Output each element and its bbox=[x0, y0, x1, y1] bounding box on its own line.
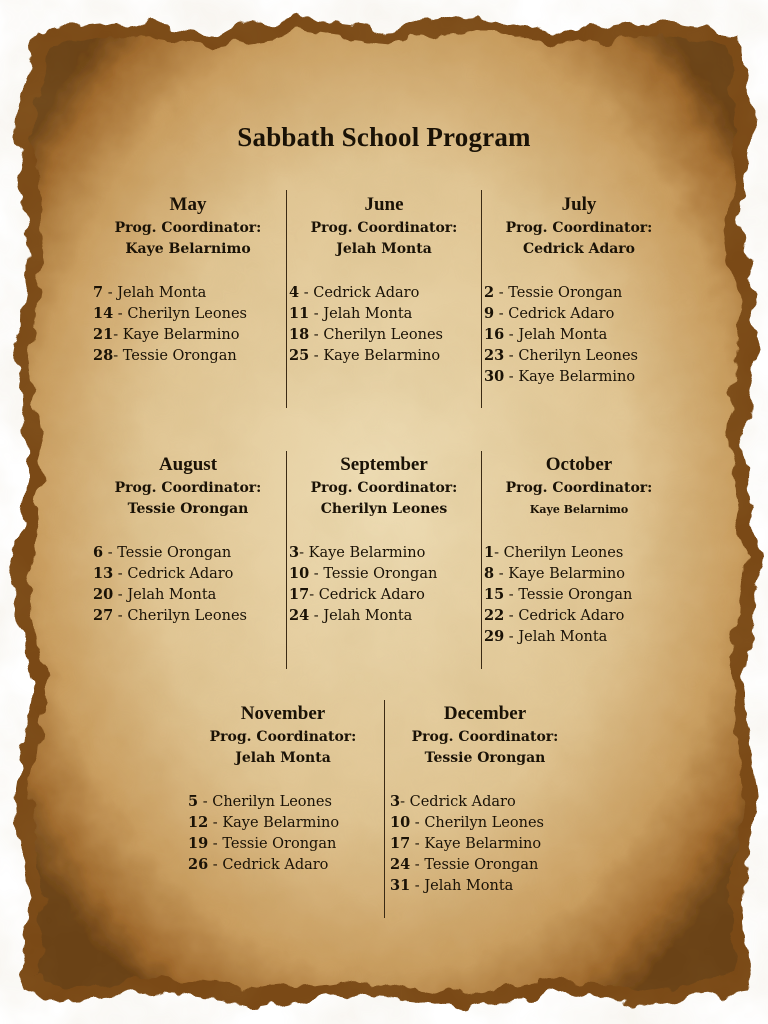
entry-day: 3 bbox=[289, 544, 300, 561]
coordinator-label: Prog. Coordinator: bbox=[310, 220, 458, 236]
entry-day: 1 bbox=[484, 544, 495, 561]
schedule-entry bbox=[188, 812, 378, 833]
entry-separator: - bbox=[309, 348, 324, 364]
schedule-entry bbox=[93, 303, 283, 324]
entry-day: 11 bbox=[289, 305, 310, 322]
entry-separator: - bbox=[504, 369, 519, 385]
coordinator-label: Prog. Coordinator: bbox=[114, 220, 262, 236]
schedule-entry bbox=[93, 282, 283, 303]
entry-day: 28 bbox=[93, 347, 114, 364]
schedule-entry bbox=[390, 812, 580, 833]
entry-day: 21 bbox=[93, 326, 114, 343]
entry-name: Cherilyn Leones bbox=[127, 306, 247, 322]
schedule-entry bbox=[484, 345, 674, 366]
schedule-entry bbox=[289, 542, 479, 563]
schedule-entry bbox=[289, 605, 479, 626]
entry-separator: - bbox=[208, 857, 223, 873]
entry-day: 22 bbox=[484, 607, 505, 624]
schedule-list bbox=[484, 542, 674, 647]
entry-day: 14 bbox=[93, 305, 114, 322]
entry-separator: - bbox=[410, 878, 425, 894]
entry-day: 29 bbox=[484, 628, 505, 645]
entry-separator: - bbox=[494, 306, 509, 322]
entry-name: Tessie Orongan bbox=[518, 587, 633, 603]
schedule-entry bbox=[188, 791, 378, 812]
entry-separator: - bbox=[410, 857, 425, 873]
entry-day: 17 bbox=[390, 835, 411, 852]
month-title: June bbox=[364, 194, 404, 215]
entry-name: Kaye Belarmino bbox=[323, 348, 441, 364]
entry-day: 18 bbox=[289, 326, 310, 343]
coordinator-name: Tessie Orongan bbox=[127, 501, 249, 517]
schedule-entry bbox=[484, 584, 674, 605]
entry-separator: - bbox=[309, 306, 324, 322]
entry-separator: - bbox=[113, 608, 128, 624]
entry-separator: - bbox=[309, 327, 324, 343]
month-block-september bbox=[289, 452, 479, 626]
schedule-entry bbox=[484, 366, 674, 387]
schedule-entry bbox=[93, 584, 283, 605]
month-title: September bbox=[340, 454, 428, 475]
schedule-list bbox=[93, 282, 283, 366]
entry-name: Cherilyn Leones bbox=[518, 348, 638, 364]
entry-name: Cedrick Adaro bbox=[127, 566, 234, 582]
entry-name: Jelah Monta bbox=[518, 327, 608, 343]
month-title: May bbox=[169, 194, 207, 215]
entry-separator: - bbox=[208, 815, 223, 831]
month-title: December bbox=[443, 703, 527, 724]
entry-separator: - bbox=[504, 608, 519, 624]
entry-separator: - bbox=[410, 836, 425, 852]
entry-separator: - bbox=[113, 306, 128, 322]
schedule-entry bbox=[390, 833, 580, 854]
entry-name: Jelah Monta bbox=[518, 629, 608, 645]
coordinator-name: Tessie Orongan bbox=[424, 750, 546, 766]
column-divider bbox=[286, 451, 287, 669]
entry-day: 7 bbox=[93, 284, 104, 301]
entry-separator: - bbox=[103, 285, 118, 301]
month-title: October bbox=[545, 454, 613, 475]
entry-name: Tessie Orongan bbox=[222, 836, 337, 852]
entry-day: 12 bbox=[188, 814, 209, 831]
entry-day: 10 bbox=[390, 814, 411, 831]
entry-name: Cedrick Adaro bbox=[518, 608, 625, 624]
coordinator-label: Prog. Coordinator: bbox=[114, 480, 262, 496]
entry-name: Jelah Monta bbox=[424, 878, 514, 894]
entry-day: 25 bbox=[289, 347, 310, 364]
entry-day: 8 bbox=[484, 565, 495, 582]
entry-name: Kaye Belarmino bbox=[222, 815, 340, 831]
column-divider bbox=[481, 190, 482, 408]
entry-separator: - bbox=[494, 566, 509, 582]
schedule-entry bbox=[93, 324, 283, 345]
entry-separator: - bbox=[504, 587, 519, 603]
month-block-november bbox=[188, 701, 378, 875]
entry-separator: - bbox=[299, 285, 314, 301]
coordinator-label: Prog. Coordinator: bbox=[505, 220, 653, 236]
entry-name: Cedrick Adaro bbox=[508, 306, 615, 322]
entry-name: Cherilyn Leones bbox=[127, 608, 247, 624]
entry-name: Cherilyn Leones bbox=[212, 794, 332, 810]
schedule-entry bbox=[93, 345, 283, 366]
entry-day: 20 bbox=[93, 586, 114, 603]
entry-separator: - bbox=[309, 587, 319, 603]
month-title: August bbox=[158, 454, 218, 475]
column-divider bbox=[286, 190, 287, 408]
schedule-entry bbox=[484, 324, 674, 345]
entry-separator: - bbox=[309, 608, 324, 624]
entry-day: 16 bbox=[484, 326, 505, 343]
coordinator-name: Kaye Belarnimo bbox=[529, 503, 629, 516]
coordinator-label: Prog. Coordinator: bbox=[505, 480, 653, 496]
entry-separator: - bbox=[198, 794, 213, 810]
coordinator-label: Prog. Coordinator: bbox=[411, 729, 559, 745]
entry-day: 27 bbox=[93, 607, 114, 624]
coordinator-name: Jelah Monta bbox=[235, 750, 331, 766]
schedule-entry bbox=[289, 282, 479, 303]
entry-day: 5 bbox=[188, 793, 199, 810]
entry-name: Kaye Belarmino bbox=[424, 836, 542, 852]
entry-separator: - bbox=[494, 285, 509, 301]
schedule-list bbox=[289, 282, 479, 366]
entry-separator: - bbox=[410, 815, 425, 831]
entry-day: 15 bbox=[484, 586, 505, 603]
entry-name: Tessie Orongan bbox=[117, 545, 232, 561]
schedule-entry bbox=[93, 542, 283, 563]
entry-day: 13 bbox=[93, 565, 114, 582]
entry-separator: - bbox=[113, 327, 123, 343]
schedule-entry bbox=[93, 563, 283, 584]
entry-name: Cedrick Adaro bbox=[318, 587, 425, 603]
entry-day: 31 bbox=[390, 877, 411, 894]
schedule-entry bbox=[289, 584, 479, 605]
page-title: Sabbath School Program bbox=[237, 122, 531, 152]
schedule-entry bbox=[484, 563, 674, 584]
entry-separator: - bbox=[494, 545, 504, 561]
entry-name: Cherilyn Leones bbox=[503, 545, 624, 561]
month-block-october bbox=[484, 452, 674, 647]
coordinator-label: Prog. Coordinator: bbox=[209, 729, 357, 745]
month-block-may bbox=[93, 192, 283, 366]
column-divider bbox=[481, 451, 482, 669]
entry-separator: - bbox=[113, 587, 128, 603]
entry-name: Tessie Orongan bbox=[424, 857, 539, 873]
entry-name: Cedrick Adaro bbox=[222, 857, 329, 873]
coordinator-label: Prog. Coordinator: bbox=[310, 480, 458, 496]
entry-name: Kaye Belarmino bbox=[508, 566, 625, 582]
schedule-entry bbox=[484, 282, 674, 303]
entry-name: Kaye Belarmino bbox=[308, 545, 426, 561]
entry-name: Cherilyn Leones bbox=[323, 327, 443, 343]
schedule-list bbox=[289, 542, 479, 626]
schedule-entry bbox=[289, 303, 479, 324]
entry-separator: - bbox=[309, 566, 324, 582]
entry-separator: - bbox=[113, 348, 123, 364]
entry-name: Tessie Orongan bbox=[323, 566, 438, 582]
entry-name: Jelah Monta bbox=[117, 285, 207, 301]
entry-day: 2 bbox=[484, 284, 495, 301]
entry-separator: - bbox=[299, 545, 309, 561]
schedule-entry bbox=[188, 854, 378, 875]
column-divider bbox=[384, 700, 385, 918]
entry-day: 10 bbox=[289, 565, 310, 582]
entry-separator: - bbox=[504, 629, 519, 645]
entry-day: 30 bbox=[484, 368, 505, 385]
entry-day: 23 bbox=[484, 347, 505, 364]
schedule-entry bbox=[188, 833, 378, 854]
entry-name: Jelah Monta bbox=[323, 608, 413, 624]
schedule-list bbox=[188, 791, 378, 875]
entry-name: Kaye Belarmino bbox=[518, 369, 636, 385]
month-block-august bbox=[93, 452, 283, 626]
schedule-entry bbox=[484, 303, 674, 324]
entry-separator: - bbox=[400, 794, 410, 810]
schedule-list bbox=[484, 282, 674, 387]
entry-name: Kaye Belarmino bbox=[122, 327, 240, 343]
entry-separator: - bbox=[504, 348, 519, 364]
entry-day: 17 bbox=[289, 586, 310, 603]
schedule-entry bbox=[289, 324, 479, 345]
coordinator-name: Jelah Monta bbox=[336, 241, 432, 257]
schedule-entry bbox=[289, 345, 479, 366]
entry-name: Cedrick Adaro bbox=[313, 285, 420, 301]
entry-day: 24 bbox=[390, 856, 411, 873]
entry-day: 9 bbox=[484, 305, 495, 322]
month-block-june bbox=[289, 192, 479, 366]
schedule-entry bbox=[390, 854, 580, 875]
entry-name: Cherilyn Leones bbox=[424, 815, 544, 831]
schedule-entry bbox=[93, 605, 283, 626]
entry-name: Tessie Orongan bbox=[122, 348, 237, 364]
entry-day: 3 bbox=[390, 793, 401, 810]
month-block-december bbox=[390, 701, 580, 896]
month-block-july bbox=[484, 192, 674, 387]
entry-separator: - bbox=[113, 566, 128, 582]
schedule-entry bbox=[390, 875, 580, 896]
entry-name: Cedrick Adaro bbox=[409, 794, 516, 810]
entry-separator: - bbox=[103, 545, 118, 561]
entry-name: Jelah Monta bbox=[323, 306, 413, 322]
entry-day: 4 bbox=[289, 284, 300, 301]
entry-day: 6 bbox=[93, 544, 104, 561]
entry-name: Jelah Monta bbox=[127, 587, 217, 603]
schedule-entry bbox=[390, 791, 580, 812]
entry-day: 24 bbox=[289, 607, 310, 624]
schedule-list bbox=[93, 542, 283, 626]
entry-separator: - bbox=[504, 327, 519, 343]
entry-name: Tessie Orongan bbox=[508, 285, 623, 301]
entry-day: 19 bbox=[188, 835, 209, 852]
schedule-entry bbox=[484, 605, 674, 626]
schedule-entry bbox=[484, 542, 674, 563]
coordinator-name: Cherilyn Leones bbox=[320, 501, 448, 517]
entry-separator: - bbox=[208, 836, 223, 852]
coordinator-name: Kaye Belarnimo bbox=[125, 241, 251, 257]
entry-day: 26 bbox=[188, 856, 209, 873]
schedule-entry bbox=[484, 626, 674, 647]
month-title: November bbox=[240, 703, 326, 724]
coordinator-name: Cedrick Adaro bbox=[522, 241, 636, 257]
month-title: July bbox=[561, 194, 597, 215]
schedule-entry bbox=[289, 563, 479, 584]
schedule-list bbox=[390, 791, 580, 896]
